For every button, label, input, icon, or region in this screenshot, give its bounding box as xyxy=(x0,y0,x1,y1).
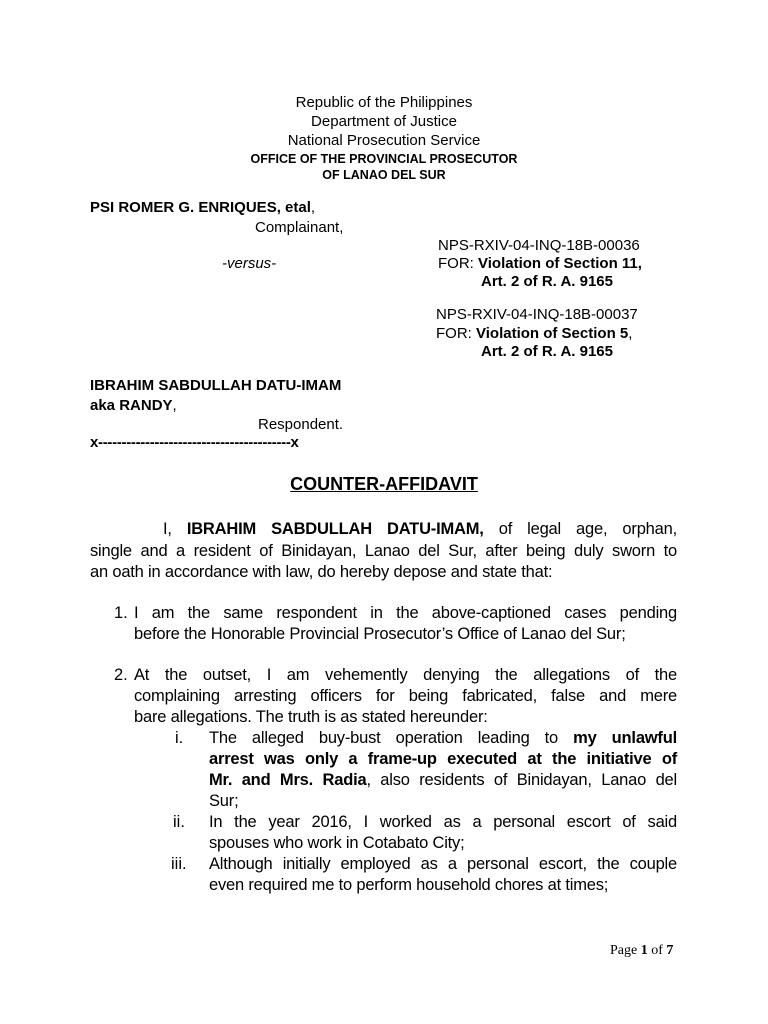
case2-number: NPS-RXIV-04-INQ-18B-00037 xyxy=(436,306,638,323)
case1-for-label: FOR: xyxy=(438,255,478,272)
header-republic: Republic of the Philippines xyxy=(295,94,473,111)
case2-for-label: FOR: xyxy=(436,325,476,342)
intro-prefix: I, xyxy=(163,520,187,538)
respondent-aka xyxy=(90,397,177,415)
subitem-i-line-1 xyxy=(209,728,677,748)
case1-article: Art. 2 of R. A. 9165 xyxy=(481,273,613,290)
intro-name: IBRAHIM SABDULLAH DATU-IMAM, xyxy=(186,520,484,538)
item-2-line-1: At the outset, I am vehemently denying the allegations of the xyxy=(134,666,677,684)
subitem-i-line1-bold: my unlawful xyxy=(573,729,677,747)
subitem-i-line3-plain: , also residents of Binidayan, Lanao del xyxy=(366,771,677,789)
item-2-number: 2. xyxy=(114,666,128,684)
case2-comma: , xyxy=(628,325,633,342)
subitem-i-number: i. xyxy=(175,729,184,747)
intro-line-2: single and a resident of Binidayan, Lanao del Sur, after being duly sworn to xyxy=(90,542,677,560)
respondent-aka-text: aka RANDY xyxy=(90,397,173,414)
page-number xyxy=(610,943,673,959)
subitem-ii-line-1: In the year 2016, I worked as a personal escort of said xyxy=(209,813,677,831)
item-2-line-3: bare allegations. The truth is as stated hereunder: xyxy=(134,708,488,726)
header-service: National Prosecution Service xyxy=(287,132,481,149)
subitem-ii-number: ii. xyxy=(173,813,185,831)
item-1-line-1: I am the same respondent in the above-captioned cases pending xyxy=(134,604,677,622)
complainant-comma: , xyxy=(310,199,316,216)
subitem-i-line-2: arrest was only a frame-up executed at the initiative of xyxy=(209,750,677,768)
subitem-iii-line-1: Although initially employed as a personal escort, the couple xyxy=(209,855,677,873)
versus-label: -versus- xyxy=(222,255,277,272)
document-title: COUNTER-AFFIDAVIT xyxy=(290,474,478,494)
header-department: Department of Justice xyxy=(311,113,457,130)
complainant-role: Complainant, xyxy=(255,219,344,236)
case2-article: Art. 2 of R. A. 9165 xyxy=(481,343,613,360)
subitem-iii-number: iii. xyxy=(171,855,187,873)
respondent-name: IBRAHIM SABDULLAH DATU-IMAM xyxy=(90,377,342,394)
complainant-name xyxy=(90,199,315,217)
case1-violation: Violation of Section 11, xyxy=(478,255,642,272)
subitem-i-line3-bold: Mr. and Mrs. Radia xyxy=(209,771,367,789)
subitem-i-line-3 xyxy=(209,770,677,790)
subitem-i-line-4: Sur; xyxy=(209,792,239,810)
intro-line-1 xyxy=(163,519,677,539)
subitem-ii-line-2: spouses who work in Cotabato City; xyxy=(209,834,465,852)
page-word: Page xyxy=(610,943,641,958)
intro-line1-rest: of legal age, orphan, xyxy=(483,520,677,538)
header-province: OF LANAO DEL SUR xyxy=(322,168,446,182)
subitem-i-line1-plain: The alleged buy-bust operation leading to xyxy=(209,729,574,747)
case1-number: NPS-RXIV-04-INQ-18B-00036 xyxy=(438,237,640,254)
respondent-aka-comma: , xyxy=(172,397,177,414)
case2-violation: Violation of Section 5 xyxy=(476,325,629,342)
caption-divider: x-----------------------------------------x xyxy=(90,434,299,451)
item-2-line-2: complaining arresting officers for being fabricated, false and mere xyxy=(134,687,677,705)
respondent-role: Respondent. xyxy=(258,416,344,433)
page-current: 1 xyxy=(640,943,648,958)
item-1-number: 1. xyxy=(114,604,128,622)
subitem-iii-line-2: even required me to perform household chores at times; xyxy=(209,876,609,894)
page-of-word: of xyxy=(647,943,667,958)
complainant-name-text: PSI ROMER G. ENRIQUES, etal xyxy=(90,199,311,216)
item-1-line-2: before the Honorable Provincial Prosecutor’s Office of Lanao del Sur; xyxy=(134,625,626,643)
case2-for xyxy=(436,325,632,343)
header-office: OFFICE OF THE PROVINCIAL PROSECUTOR xyxy=(250,152,518,166)
page-total: 7 xyxy=(666,943,674,958)
case1-for xyxy=(438,255,642,273)
intro-line-3: an oath in accordance with law, do hereby depose and state that: xyxy=(90,563,553,581)
